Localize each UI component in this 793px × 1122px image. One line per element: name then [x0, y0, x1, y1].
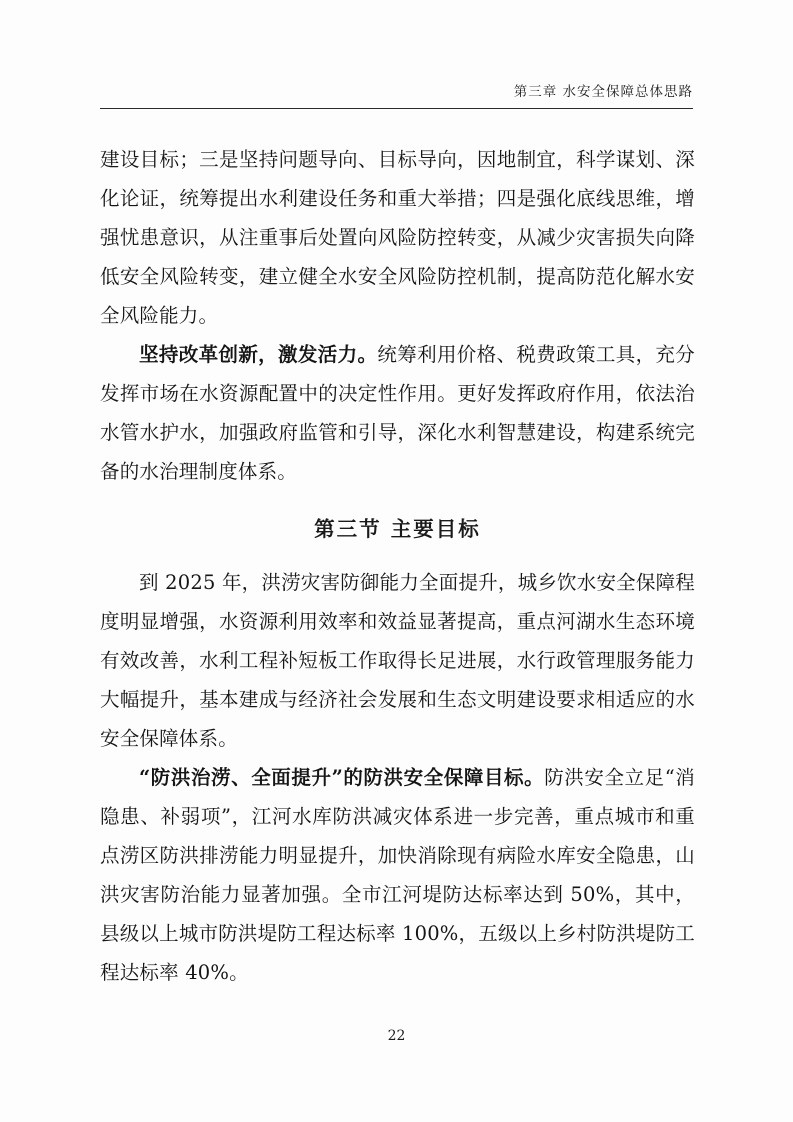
paragraph-lead-reform: 坚持改革创新，激发活力。	[139, 343, 378, 366]
paragraph-reform-innovation	[100, 335, 695, 491]
paragraph-2025-goals: 到 2025 年，洪涝灾害防御能力全面提升，城乡饮水安全保障程度明显增强，水资源利用效率和效益显著提高，重点河湖水生态环境有效改善，水利工程补短板工作取得长足进展，水行政管理服务能力大幅提升，基本建成与经济社会发展和生态文明建设要求相适应的水安全保障体系。	[100, 571, 695, 750]
page-number: 22	[387, 1028, 406, 1044]
paragraph-flood-control	[100, 758, 695, 992]
paragraph-rest-reform: 统筹利用价格、税费政策工具，充分发挥市场在水资源配置中的决定性作用。更好发挥政府作用，依法治水管水护水，加强政府监管和引导，深化水利智慧建设，构建系统完备的水治理制度体系。	[100, 343, 695, 483]
page-content	[100, 140, 695, 992]
section-heading: 第三节 主要目标	[314, 517, 481, 541]
paragraph-lead-flood: “防洪治涝、全面提升”的防洪安全保障目标。	[139, 766, 545, 789]
running-head: 第三章 水安全保障总体思路	[513, 84, 693, 100]
header-divider	[100, 108, 693, 109]
paragraph-continued: 建设目标；三是坚持问题导向、目标导向，因地制宜，科学谋划、深化论证，统筹提出水利建设任务和重大举措；四是强化底线思维，增强忧患意识，从注重事后处置向风险防控转变，从减少灾害损失向降低安全风险转变，建立健全水安全风险防控机制，提高防范化解水安全风险能力。	[100, 148, 695, 327]
paragraph-rest-flood: 防洪安全立足“消隐患、补弱项”，江河水库防洪减灾体系进一步完善，重点城市和重点涝区防洪排涝能力明显提升，加快消除现有病险水库安全隐患，山洪灾害防治能力显著加强。全市江河堤防达标率达到 50%，其中，县级以上城市防洪堤防工程达标率 100%，五级以上乡村防洪堤防工程达标率 40%。	[100, 766, 695, 984]
